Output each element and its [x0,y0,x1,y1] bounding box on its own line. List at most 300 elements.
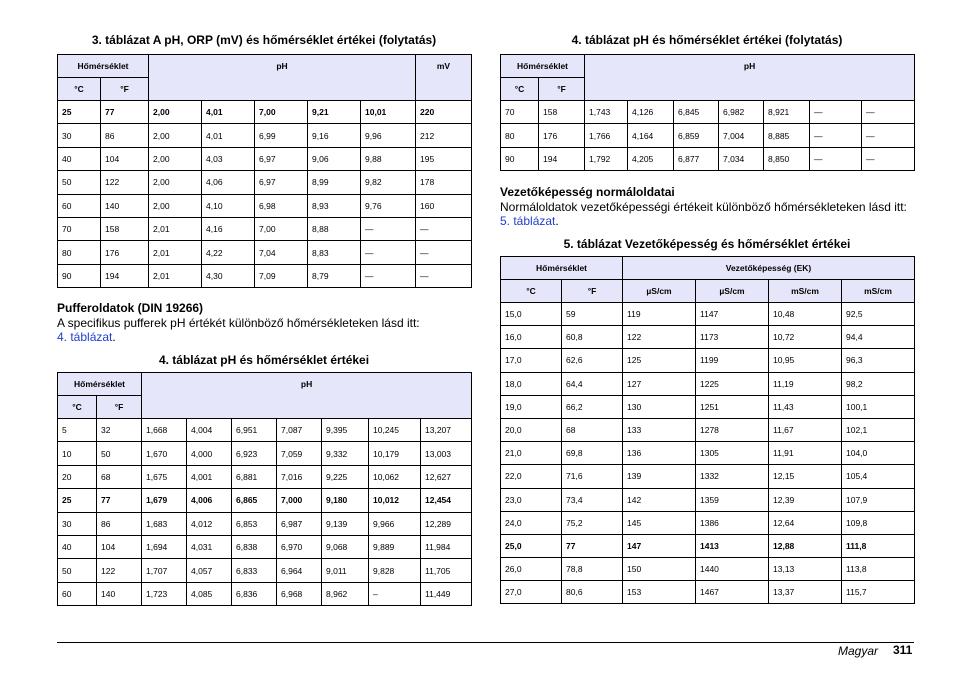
cell-ph: 8,93 [308,194,361,217]
cell-celsius: 70 [58,217,101,240]
cell-value: 22,0 [501,465,562,488]
table4-header-ph: pH [142,373,472,419]
cell-ph: 2,01 [149,264,202,287]
cell-value: 111,8 [842,534,915,557]
cell-celsius: 90 [58,264,101,287]
cell-ph: — [361,217,416,240]
cell-ph: 1,670 [142,442,187,465]
cell-ph: 7,00 [255,217,308,240]
cell-ph: 4,006 [187,489,232,512]
cell-ph: 11,449 [421,582,472,605]
cell-value: 136 [623,442,696,465]
table-row [501,488,915,511]
cell-ph: 1,679 [142,489,187,512]
cell-value: 122 [623,326,696,349]
cell-value: 96,3 [842,349,915,372]
table4-continued [500,54,915,171]
cell-ph: 9,76 [361,194,416,217]
vezetokepesseg-end: . [555,214,559,228]
cell-ph: 1,766 [585,124,628,147]
cell-ph: 4,10 [202,194,255,217]
cell-ph: 8,850 [764,147,810,170]
cell-ph: 9,21 [308,101,361,124]
cell-fahrenheit: 68 [97,465,142,488]
cell-value: 23,0 [501,488,562,511]
table-row [501,465,915,488]
table5-unit-header: mS/cm [769,280,842,303]
table5-unit-header: °C [501,280,562,303]
cell-value: 12,39 [769,488,842,511]
table-row [58,241,472,264]
cell-ph: 9,180 [322,489,369,512]
cell-celsius: 30 [58,512,97,535]
cell-ph: 6,98 [255,194,308,217]
cell-ph: 12,454 [421,489,472,512]
cell-fahrenheit: 104 [101,147,149,170]
cell-value: 10,95 [769,349,842,372]
cell-value: 26,0 [501,558,562,581]
cell-ph: 6,923 [232,442,277,465]
cell-ph: 6,970 [277,535,322,558]
cell-celsius: 20 [58,465,97,488]
cell-value: 11,19 [769,372,842,395]
table-row [501,101,915,124]
cell-value: 133 [623,418,696,441]
cell-value: 10,72 [769,326,842,349]
cell-fahrenheit: 194 [101,264,149,287]
vezetokepesseg-heading: Vezetőképesség normáloldatai [500,185,675,199]
cell-value: 98,2 [842,372,915,395]
cell-value: 77 [562,534,623,557]
cell-ph: 4,164 [628,124,674,147]
cell-ph: 1,743 [585,101,628,124]
cell-ph: 6,836 [232,582,277,605]
cell-ph: 6,881 [232,465,277,488]
table3-header-ph: pH [149,55,416,101]
vezetokepesseg-text: Normáloldatok vezetőképességi értékeit különböző hőmérsékleteken lásd itt: [500,200,907,214]
cell-ph: 9,16 [308,124,361,147]
pufferoldatok-heading: Pufferoldatok (DIN 19266) [57,301,204,315]
table5-unit-header: µS/cm [623,280,696,303]
cell-value: 15,0 [501,303,562,326]
cell-mv: 212 [416,124,472,147]
table-row [501,147,915,170]
table5-header-temperature: Hőmérséklet [501,257,623,280]
cell-ph: 6,833 [232,559,277,582]
table4cont-header-temperature: Hőmérséklet [501,55,585,78]
cell-fahrenheit: 158 [101,217,149,240]
cell-value: 25,0 [501,534,562,557]
cell-value: 1467 [696,581,769,604]
table-row [58,264,472,287]
cell-mv: — [416,264,472,287]
cell-ph: 7,09 [255,264,308,287]
cell-ph: 6,982 [719,101,764,124]
cell-fahrenheit: 86 [101,124,149,147]
cell-ph: 9,88 [361,147,416,170]
table-row [501,418,915,441]
table-row [58,512,472,535]
cell-fahrenheit: 77 [97,489,142,512]
table4cont-unit-celsius: °C [501,78,539,101]
table4cont-caption: 4. táblázat pH és hőmérséklet értékei (folytatás) [571,33,843,47]
cell-celsius: 90 [501,147,539,170]
cell-value: 125 [623,349,696,372]
table-row [501,372,915,395]
footer-language: Magyar [838,644,879,658]
cell-value: 1332 [696,465,769,488]
cell-ph: 2,00 [149,101,202,124]
cell-value: 13,37 [769,581,842,604]
cell-value: 107,9 [842,488,915,511]
cell-value: 1359 [696,488,769,511]
table-row [501,395,915,418]
cell-ph: 4,031 [187,535,232,558]
cell-ph: 11,984 [421,535,472,558]
cell-value: 145 [623,511,696,534]
cell-ph: 9,966 [369,512,421,535]
cell-value: 13,13 [769,558,842,581]
table5-link[interactable]: 5. táblázat [500,214,556,228]
table-row [58,419,472,442]
table-row [58,171,472,194]
cell-ph: 9,889 [369,535,421,558]
cell-ph: 2,01 [149,241,202,264]
table3-header-temperature: Hőmérséklet [58,55,149,78]
cell-value: 60,8 [562,326,623,349]
cell-ph: — [810,124,862,147]
table3-unit-celsius: °C [58,78,101,101]
table5 [500,256,915,604]
cell-ph: 8,83 [308,241,361,264]
cell-ph: — [862,101,915,124]
cell-value: 119 [623,303,696,326]
cell-value: 1225 [696,372,769,395]
cell-ph: 6,865 [232,489,277,512]
vezetokepesseg-paragraph [500,200,914,228]
cell-value: 1305 [696,442,769,465]
table3-unit-fahrenheit: °F [101,78,149,101]
cell-ph: 4,001 [187,465,232,488]
cell-value: 69,8 [562,442,623,465]
cell-fahrenheit: 32 [97,419,142,442]
cell-celsius: 60 [58,194,101,217]
cell-value: 71,6 [562,465,623,488]
cell-celsius: 80 [58,241,101,264]
cell-celsius: 10 [58,442,97,465]
cell-ph: 4,30 [202,264,255,287]
cell-ph: 11,705 [421,559,472,582]
cell-ph: 9,96 [361,124,416,147]
cell-ph: 2,01 [149,217,202,240]
cell-value: 1413 [696,534,769,557]
cell-ph: 4,000 [187,442,232,465]
table-row [501,558,915,581]
table-row [58,582,472,605]
cell-ph: 6,853 [232,512,277,535]
cell-value: 16,0 [501,326,562,349]
cell-value: 113,8 [842,558,915,581]
cell-celsius: 50 [58,559,97,582]
cell-ph: 9,225 [322,465,369,488]
cell-ph: 6,859 [674,124,719,147]
cell-ph: 4,06 [202,171,255,194]
cell-fahrenheit: 176 [101,241,149,264]
table4-header-temperature: Hőmérséklet [58,373,142,396]
cell-mv: 178 [416,171,472,194]
cell-ph: 10,012 [369,489,421,512]
cell-mv: 220 [416,101,472,124]
cell-ph: 4,01 [202,101,255,124]
cell-fahrenheit: 50 [97,442,142,465]
cell-mv: — [416,217,472,240]
table-row [58,535,472,558]
table5-unit-header: mS/cm [842,280,915,303]
cell-ph: 8,88 [308,217,361,240]
cell-ph: 1,683 [142,512,187,535]
cell-fahrenheit: 77 [101,101,149,124]
cell-value: 66,2 [562,395,623,418]
cell-celsius: 30 [58,124,101,147]
cell-ph: 9,332 [322,442,369,465]
table-row [58,147,472,170]
table-row [501,124,915,147]
cell-value: 12,15 [769,465,842,488]
cell-ph: 6,845 [674,101,719,124]
cell-ph: 10,245 [369,419,421,442]
cell-ph: 12,627 [421,465,472,488]
cell-ph: 12,289 [421,512,472,535]
cell-celsius: 40 [58,147,101,170]
cell-value: 59 [562,303,623,326]
cell-value: 139 [623,465,696,488]
table-row [58,489,472,512]
cell-ph: 8,885 [764,124,810,147]
table-row [58,101,472,124]
table-row [501,442,915,465]
cell-ph: 4,057 [187,559,232,582]
cell-fahrenheit: 104 [97,535,142,558]
cell-value: 142 [623,488,696,511]
cell-fahrenheit: 122 [101,171,149,194]
table-row [58,124,472,147]
table5-unit-header: µS/cm [696,280,769,303]
cell-celsius: 70 [501,101,539,124]
cell-ph: 4,205 [628,147,674,170]
cell-fahrenheit: 140 [101,194,149,217]
cell-fahrenheit: 86 [97,512,142,535]
cell-fahrenheit: 158 [539,101,585,124]
cell-ph: – [369,582,421,605]
cell-value: 20,0 [501,418,562,441]
cell-value: 11,43 [769,395,842,418]
cell-ph: 4,085 [187,582,232,605]
cell-celsius: 50 [58,171,101,194]
table5-header-conductivity: Vezetőképesség (EK) [623,257,915,280]
cell-fahrenheit: 194 [539,147,585,170]
cell-ph: 7,016 [277,465,322,488]
cell-ph: 7,034 [719,147,764,170]
table-row [501,349,915,372]
cell-ph: 6,99 [255,124,308,147]
cell-ph: 9,82 [361,171,416,194]
cell-value: 27,0 [501,581,562,604]
cell-ph: 4,03 [202,147,255,170]
cell-value: 1251 [696,395,769,418]
cell-ph: 10,179 [369,442,421,465]
cell-value: 92,5 [842,303,915,326]
table3-header-mv: mV [416,55,472,101]
cell-ph: — [810,101,862,124]
table4-caption: 4. táblázat pH és hőmérséklet értékei [158,353,370,367]
footer-divider [57,642,914,643]
cell-ph: — [361,241,416,264]
cell-value: 12,88 [769,534,842,557]
cell-value: 153 [623,581,696,604]
cell-ph: 6,964 [277,559,322,582]
cell-value: 1278 [696,418,769,441]
cell-celsius: 5 [58,419,97,442]
cell-ph: 7,000 [277,489,322,512]
table-row [58,465,472,488]
cell-ph: 6,97 [255,171,308,194]
cell-mv: 160 [416,194,472,217]
cell-ph: 7,059 [277,442,322,465]
cell-value: 12,64 [769,511,842,534]
cell-celsius: 80 [501,124,539,147]
table4 [57,372,472,606]
cell-celsius: 60 [58,582,97,605]
cell-celsius: 40 [58,535,97,558]
cell-value: 68 [562,418,623,441]
cell-ph: 9,068 [322,535,369,558]
cell-celsius: 25 [58,489,97,512]
cell-value: 130 [623,395,696,418]
table5-unit-header: °F [562,280,623,303]
cell-ph: 4,16 [202,217,255,240]
table4-link[interactable]: 4. táblázat [57,330,113,344]
cell-ph: 1,694 [142,535,187,558]
cell-ph: 2,00 [149,147,202,170]
cell-value: 1147 [696,303,769,326]
cell-ph: 4,012 [187,512,232,535]
cell-ph: 7,004 [719,124,764,147]
cell-ph: 9,395 [322,419,369,442]
cell-ph: 2,00 [149,194,202,217]
cell-ph: 9,828 [369,559,421,582]
pufferoldatok-text: A specifikus pufferek pH értékét különböző hőmérsékleteken lásd itt: [57,316,420,330]
cell-ph: 9,139 [322,512,369,535]
cell-ph: — [361,264,416,287]
table-row [501,534,915,557]
cell-mv: 195 [416,147,472,170]
cell-ph: 7,04 [255,241,308,264]
table-row [501,581,915,604]
cell-value: 1199 [696,349,769,372]
cell-value: 11,67 [769,418,842,441]
cell-ph: 1,723 [142,582,187,605]
cell-value: 73,4 [562,488,623,511]
cell-value: 18,0 [501,372,562,395]
cell-value: 21,0 [501,442,562,465]
cell-ph: 6,877 [674,147,719,170]
cell-value: 80,6 [562,581,623,604]
cell-value: 19,0 [501,395,562,418]
table-row [501,511,915,534]
cell-value: 127 [623,372,696,395]
cell-fahrenheit: 176 [539,124,585,147]
cell-fahrenheit: 122 [97,559,142,582]
table4cont-header-ph: pH [585,55,915,101]
cell-ph: 6,838 [232,535,277,558]
cell-value: 147 [623,534,696,557]
cell-value: 100,1 [842,395,915,418]
pufferoldatok-end: . [112,330,116,344]
cell-ph: — [862,147,915,170]
cell-ph: 2,00 [149,124,202,147]
cell-ph: 1,675 [142,465,187,488]
cell-value: 109,8 [842,511,915,534]
cell-celsius: 25 [58,101,101,124]
cell-ph: 8,962 [322,582,369,605]
cell-ph: 4,01 [202,124,255,147]
table3 [57,54,472,288]
table5-caption: 5. táblázat Vezetőképesség és hőmérséklet értékei [563,237,851,251]
cell-ph: — [810,147,862,170]
cell-ph: 6,97 [255,147,308,170]
cell-ph: — [862,124,915,147]
cell-value: 17,0 [501,349,562,372]
table-row [501,303,915,326]
cell-ph: 8,79 [308,264,361,287]
cell-ph: 7,087 [277,419,322,442]
cell-ph: 1,707 [142,559,187,582]
footer-page-number: 311 [893,643,913,657]
cell-ph: 13,003 [421,442,472,465]
cell-ph: 2,00 [149,171,202,194]
cell-value: 1386 [696,511,769,534]
cell-ph: 6,987 [277,512,322,535]
table-row [501,326,915,349]
cell-ph: 4,004 [187,419,232,442]
cell-ph: 9,06 [308,147,361,170]
pufferoldatok-paragraph [57,316,471,344]
table-row [58,217,472,240]
cell-value: 94,4 [842,326,915,349]
cell-value: 102,1 [842,418,915,441]
cell-value: 24,0 [501,511,562,534]
cell-value: 10,48 [769,303,842,326]
cell-ph: 7,00 [255,101,308,124]
cell-ph: 9,011 [322,559,369,582]
cell-value: 75,2 [562,511,623,534]
cell-value: 115,7 [842,581,915,604]
table4-unit-fahrenheit: °F [97,396,142,419]
table4-unit-celsius: °C [58,396,97,419]
cell-value: 62,6 [562,349,623,372]
cell-value: 1440 [696,558,769,581]
cell-ph: 10,01 [361,101,416,124]
cell-ph: 10,062 [369,465,421,488]
cell-mv: — [416,241,472,264]
table-row [58,194,472,217]
table-row [58,442,472,465]
cell-fahrenheit: 140 [97,582,142,605]
cell-value: 104,0 [842,442,915,465]
cell-value: 11,91 [769,442,842,465]
cell-value: 150 [623,558,696,581]
cell-ph: 1,792 [585,147,628,170]
